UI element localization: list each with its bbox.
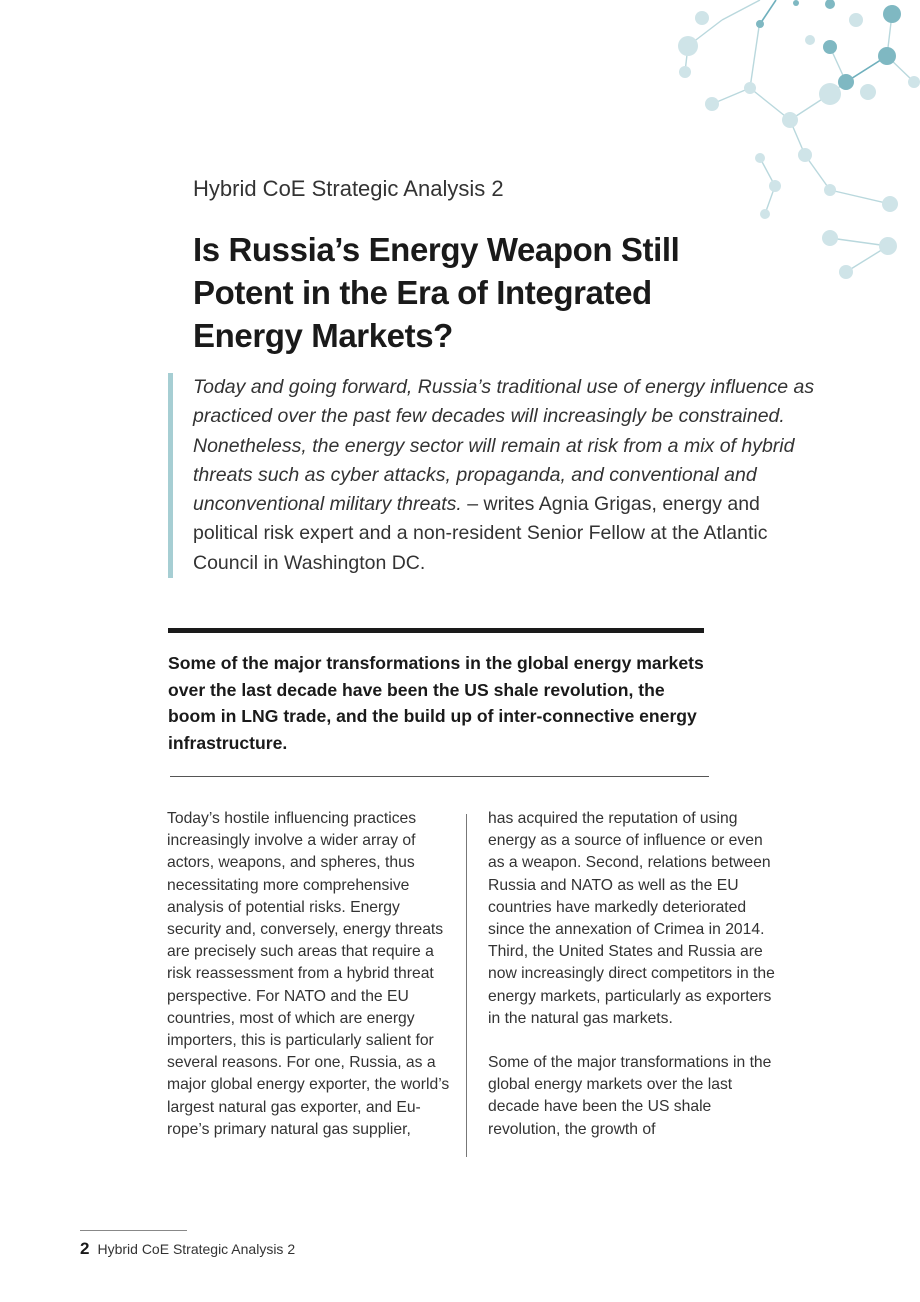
lead-top-rule — [168, 628, 704, 633]
body-column-right — [488, 808, 778, 1141]
pull-quote — [168, 373, 823, 578]
page-title: Is Russia’s Energy Weapon Still Potent in the Era of Integrated Energy Markets? — [193, 231, 680, 354]
body-paragraph: has acquired the reputation of using energy as a source of influence or even as a weapon. Second, relations between Russia and NATO as well as the EU countries have markedly deteriorated since the annexation of Crimea in 2014. Third, the United States and Russia are now increasingly direct competitors in the energy markets, particularly as exporters in the natural gas markets. — [488, 810, 775, 1027]
footer-label: Hybrid CoE Strategic Analysis 2 — [97, 1241, 296, 1257]
page-number: 2 — [80, 1239, 90, 1258]
page-footer — [80, 1239, 295, 1259]
body-paragraph: Some of the major transformations in the global energy markets over the last decade have been the US shale revolution, the growth of — [488, 1054, 772, 1138]
lead-bottom-rule — [170, 776, 709, 777]
quote-attribution: – writes Agnia Grigas, energy and political risk expert and a non-resident Senior Fellow at the Atlantic Council in Washington DC. — [193, 493, 768, 574]
footer-rule — [80, 1230, 187, 1231]
lead-paragraph: Some of the major transformations in the global energy markets over the last decade have been the US shale revolution, the boom in LNG trade, and the build up of inter-connective energy infrastructure. — [168, 653, 704, 753]
body-column-left — [167, 808, 457, 1141]
column-divider — [466, 814, 467, 1157]
series-label: Hybrid CoE Strategic Analysis 2 — [193, 176, 504, 201]
body-paragraph: Today’s hostile influencing practices increasingly involve a wider array of actors, weapons, and spheres, thus necessitating more comprehensive analysis of potential risks. Energy security and, conversely, energy threats are precisely such areas that require a risk reassessment from a hybrid threat perspective. For NATO and the EU countries, most of which are energy importers, this is particularly salient for several reasons. For one, Russia, as a major global energy exporter, the world’s largest natural gas exporter, and Europe’s primary natural gas supplier, — [167, 810, 450, 1138]
quote-text: Today and going forward, Russia’s traditional use of energy influence as practiced over the past few decades will increasingly be constrained. Nonetheless, the energy sector will remain at risk from a mix of hybrid threats such as cyber attacks, propaganda, and conventional and unconventional military threats. — [193, 376, 815, 516]
